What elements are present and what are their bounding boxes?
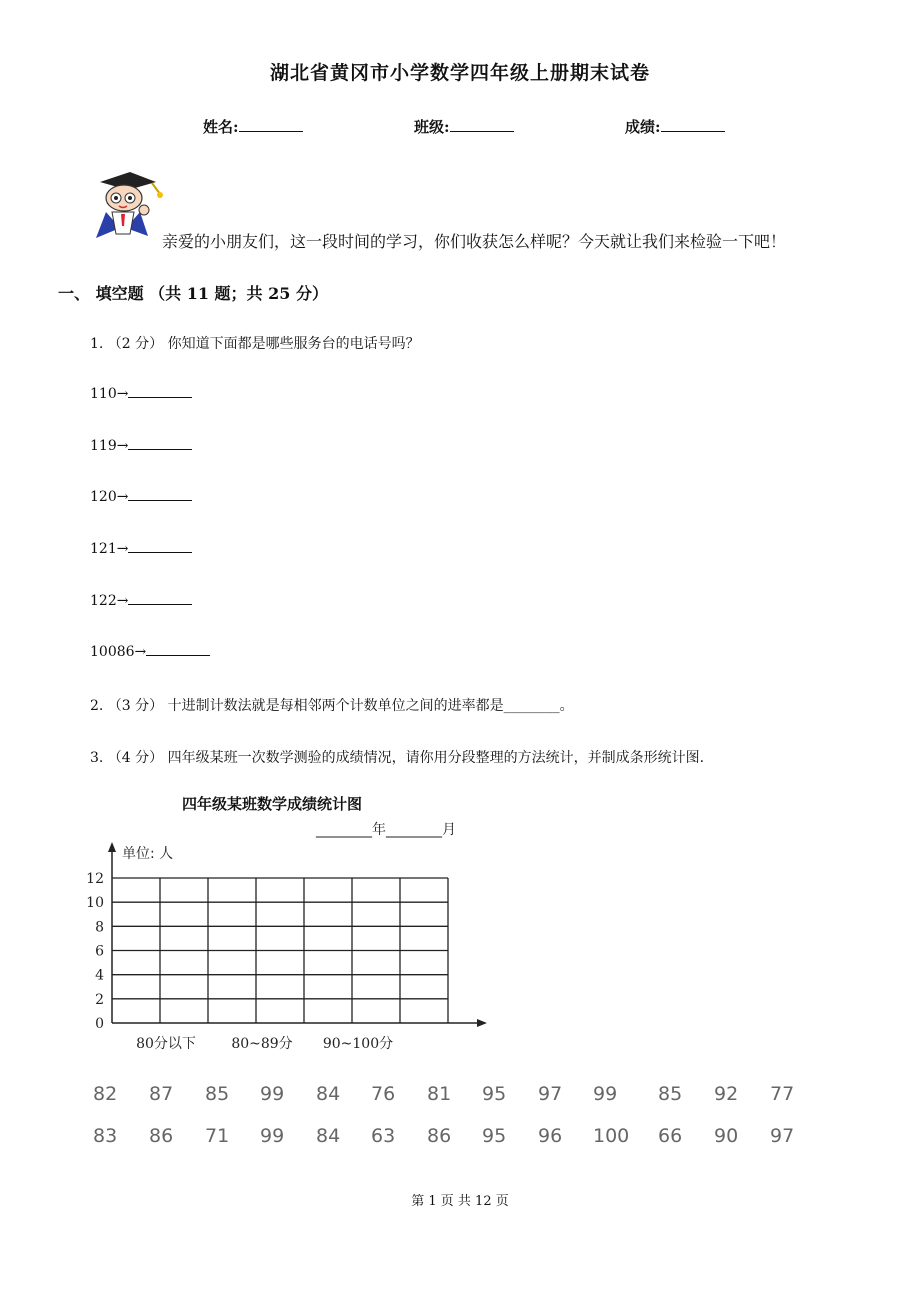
q1-item-119 bbox=[90, 437, 192, 454]
x-category-label: 80分以下 bbox=[136, 1036, 196, 1052]
y-axis-arrow bbox=[108, 842, 116, 852]
question-2-text: 2. （3 分） 十进制计数法就是每相邻两个计数单位之间的进率都是________。 bbox=[90, 698, 574, 714]
answer-blank[interactable] bbox=[128, 385, 192, 398]
q1-item-label: 122→ bbox=[90, 593, 129, 609]
question-1-text: 1. （2 分） 你知道下面都是哪些服务台的电话号吗？ bbox=[90, 336, 420, 352]
class-label: 班级: bbox=[414, 118, 450, 136]
page-footer: 第 1 页 共 12 页 bbox=[411, 1194, 509, 1209]
y-tick-label: 12 bbox=[86, 871, 104, 887]
score-label: 成绩: bbox=[625, 118, 661, 136]
score-value: 85 bbox=[205, 1083, 230, 1105]
score-field bbox=[625, 116, 725, 137]
answer-blank[interactable] bbox=[128, 592, 192, 605]
score-value: 90 bbox=[714, 1125, 739, 1147]
y-axis-label: 单位: 人 bbox=[122, 846, 174, 862]
y-tick-label: 10 bbox=[86, 895, 104, 912]
q1-item-label: 110→ bbox=[90, 386, 129, 402]
name-blank[interactable] bbox=[239, 117, 303, 132]
question-3-text: 3. （4 分） 四年级某班一次数学测验的成绩情况，请你用分段整理的方法统计，并制成条形统计图. bbox=[90, 750, 705, 766]
answer-blank[interactable] bbox=[146, 643, 210, 656]
x-category-label: 90~100分 bbox=[322, 1036, 394, 1052]
score-value: 71 bbox=[205, 1125, 230, 1147]
score-value: 66 bbox=[658, 1125, 683, 1147]
bar-chart-grid bbox=[80, 812, 500, 1082]
q1-item-label: 10086→ bbox=[90, 644, 147, 660]
score-value: 97 bbox=[770, 1125, 795, 1147]
q1-item-110 bbox=[90, 385, 192, 402]
y-tick-label: 8 bbox=[95, 919, 104, 936]
score-value: 83 bbox=[93, 1125, 118, 1147]
y-tick-label: 4 bbox=[95, 967, 104, 984]
y-tick-label: 0 bbox=[95, 1016, 104, 1032]
q1-item-121 bbox=[90, 540, 192, 557]
score-value: 96 bbox=[538, 1125, 563, 1147]
score-value: 97 bbox=[538, 1083, 563, 1105]
y-tick-label: 6 bbox=[95, 943, 104, 960]
q1-item-10086 bbox=[90, 643, 210, 660]
score-value: 77 bbox=[770, 1083, 795, 1105]
score-value: 99 bbox=[260, 1125, 285, 1147]
score-value: 76 bbox=[371, 1083, 396, 1105]
answer-blank[interactable] bbox=[128, 540, 192, 553]
chart-date-line: ________年________月 bbox=[316, 822, 456, 838]
score-value: 95 bbox=[482, 1125, 507, 1147]
q1-item-122 bbox=[90, 592, 192, 609]
answer-blank[interactable] bbox=[128, 437, 192, 450]
name-field bbox=[203, 116, 303, 137]
score-value: 86 bbox=[427, 1125, 452, 1147]
score-value: 92 bbox=[714, 1083, 739, 1105]
name-label: 姓名: bbox=[203, 118, 239, 136]
section-heading: 一、 填空题 （共 11 题；共 25 分） bbox=[58, 284, 328, 303]
score-value: 99 bbox=[593, 1083, 618, 1105]
class-blank[interactable] bbox=[450, 117, 514, 132]
class-field bbox=[414, 116, 514, 137]
q1-item-label: 119→ bbox=[90, 438, 129, 454]
score-value: 95 bbox=[482, 1083, 507, 1105]
score-value: 86 bbox=[149, 1125, 174, 1147]
score-value: 82 bbox=[93, 1083, 118, 1105]
chart-title: 四年级某班数学成绩统计图 bbox=[182, 795, 363, 813]
score-value: 100 bbox=[593, 1125, 630, 1147]
score-value: 84 bbox=[316, 1083, 341, 1105]
y-tick-label: 2 bbox=[95, 991, 104, 1008]
mascot-doctor-icon bbox=[90, 168, 166, 244]
score-value: 63 bbox=[371, 1125, 396, 1147]
answer-blank[interactable] bbox=[128, 488, 192, 501]
score-value: 81 bbox=[427, 1083, 452, 1105]
greeting-text: 亲爱的小朋友们，这一段时间的学习，你们收获怎么样呢？今天就让我们来检验一下吧！ bbox=[162, 232, 787, 251]
x-category-label: 80~89分 bbox=[231, 1036, 293, 1052]
score-blank[interactable] bbox=[661, 117, 725, 132]
q1-item-label: 120→ bbox=[90, 489, 129, 505]
score-value: 85 bbox=[658, 1083, 683, 1105]
score-value: 87 bbox=[149, 1083, 174, 1105]
score-value: 99 bbox=[260, 1083, 285, 1105]
q1-item-label: 121→ bbox=[90, 541, 129, 557]
page-title: 湖北省黄冈市小学数学四年级上册期末试卷 bbox=[269, 62, 650, 84]
score-value: 84 bbox=[316, 1125, 341, 1147]
q1-item-120 bbox=[90, 488, 192, 505]
x-axis-arrow bbox=[477, 1019, 487, 1027]
